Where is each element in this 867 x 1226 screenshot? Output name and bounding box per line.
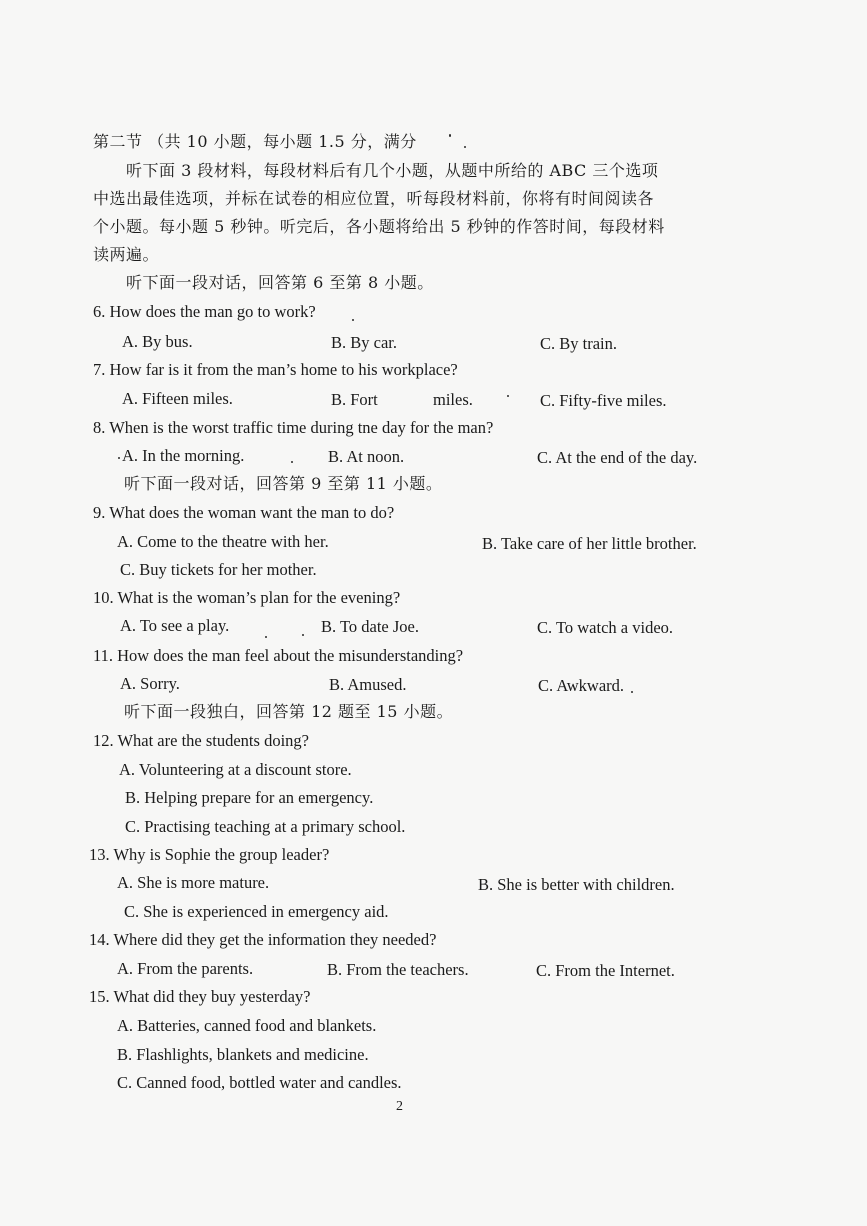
page-number: 2: [396, 1099, 403, 1114]
option-a: A. Come to the theatre with her.: [117, 532, 329, 551]
option-c: C. Buy tickets for her mother.: [120, 560, 317, 579]
option-a: A. By bus.: [122, 332, 193, 351]
option-a: A. In the morning.: [122, 446, 245, 465]
option-a: A. Sorry.: [120, 674, 180, 693]
option-b: B. Fort: [331, 390, 378, 409]
scan-speck: [631, 691, 633, 693]
option-a: A. From the parents.: [117, 959, 254, 978]
question-stem: 6. How does the man go to work?: [93, 302, 316, 321]
option-c: C. By train.: [540, 334, 617, 353]
scan-speck: [507, 395, 509, 397]
group-instruction: 听下面一段对话，回答第 6 至第 8 小题。: [126, 273, 434, 292]
option-b: B. Amused.: [329, 675, 407, 694]
question-stem: 15. What did they buy yesterday?: [89, 987, 311, 1006]
option-c: C. Fifty-five miles.: [540, 391, 667, 410]
option-a: A. Batteries, canned food and blankets.: [117, 1016, 377, 1035]
question-stem: 12. What are the students doing?: [93, 731, 309, 750]
scan-speck: [449, 134, 451, 137]
scan-speck: [352, 319, 354, 321]
option-c: C. Practising teaching at a primary school.: [125, 817, 406, 836]
option-c: C. To watch a video.: [537, 618, 674, 637]
question-stem: 13. Why is Sophie the group leader?: [89, 845, 330, 864]
option-c: C. Canned food, bottled water and candles.: [117, 1073, 402, 1092]
option-b: B. To date Joe.: [321, 617, 419, 636]
question-stem: 11. How does the man feel about the misunderstanding?: [93, 646, 464, 665]
intro-line-4: 读两遍。: [93, 245, 160, 264]
option-c: C. From the Internet.: [536, 961, 675, 980]
option-a: A. To see a play.: [120, 616, 230, 635]
section-heading: 第二节 （共 10 小题，每小题 1.5 分，满分: [93, 132, 417, 151]
option-b-cont: miles.: [433, 390, 473, 409]
scan-speck: [302, 634, 304, 636]
option-a: A. Volunteering at a discount store.: [119, 760, 352, 779]
option-a: A. Fifteen miles.: [122, 389, 233, 408]
question-stem: 9. What does the woman want the man to do?: [93, 503, 395, 522]
option-b: B. From the teachers.: [327, 960, 469, 979]
scan-speck: [118, 457, 120, 459]
option-b: B. She is better with children.: [478, 875, 675, 894]
scan-speck: [464, 146, 466, 148]
intro-line-1: 听下面 3 段材料，每段材料后有几个小题，从题中所给的 ABC 三个选项: [126, 161, 659, 180]
scan-speck: [265, 636, 267, 638]
group-instruction: 听下面一段对话，回答第 9 至第 11 小题。: [124, 474, 443, 493]
option-c: C. She is experienced in emergency aid.: [124, 902, 389, 921]
option-a: A. She is more mature.: [117, 873, 270, 892]
option-b: B. At noon.: [328, 447, 405, 466]
option-b: B. Helping prepare for an emergency.: [125, 788, 374, 807]
question-stem: 14. Where did they get the information they needed?: [89, 930, 437, 949]
intro-line-3: 个小题。每小题 5 秒钟。听完后，各小题将给出 5 秒钟的作答时间，每段材料: [93, 217, 665, 236]
scan-speck: [291, 461, 293, 463]
question-stem: 10. What is the woman’s plan for the evening?: [93, 588, 401, 607]
option-c: C. Awkward.: [538, 676, 625, 695]
option-b: B. Flashlights, blankets and medicine.: [117, 1045, 369, 1064]
group-instruction: 听下面一段独白，回答第 12 题至 15 小题。: [124, 702, 454, 721]
question-stem: 8. When is the worst traffic time during tne day for the man?: [93, 418, 494, 437]
option-b: B. Take care of her little brother.: [482, 534, 697, 553]
intro-line-2: 中选出最佳选项，并标在试卷的相应位置，听每段材料前，你将有时间阅读各: [93, 189, 655, 208]
option-c: C. At the end of the day.: [537, 448, 698, 467]
option-b: B. By car.: [331, 333, 397, 352]
question-stem: 7. How far is it from the man’s home to his workplace?: [93, 360, 458, 379]
